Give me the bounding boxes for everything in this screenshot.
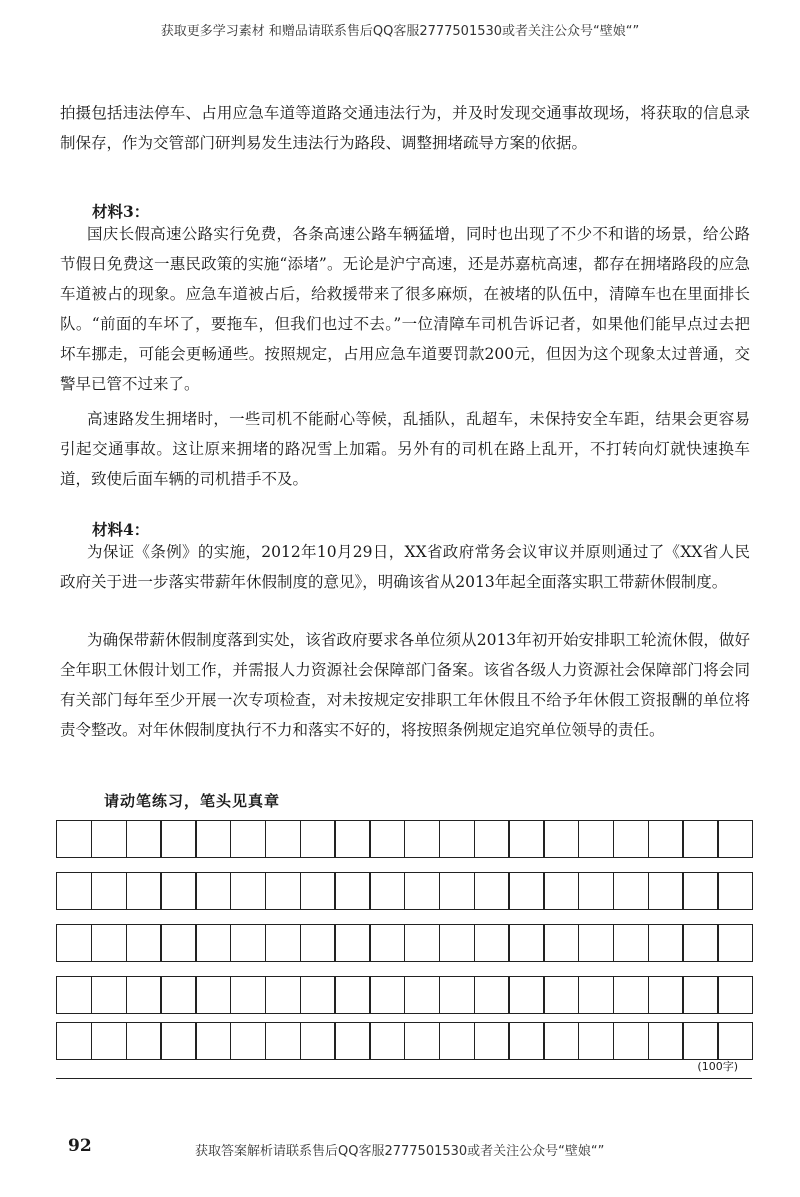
grid-cell[interactable] bbox=[91, 976, 127, 1014]
grid-cell[interactable] bbox=[334, 976, 370, 1014]
grid-cell[interactable] bbox=[300, 1022, 336, 1060]
grid-cell[interactable] bbox=[508, 924, 544, 962]
grid-cell[interactable] bbox=[230, 976, 266, 1014]
word-count-label: (100字) bbox=[697, 1060, 738, 1073]
grid-cell[interactable] bbox=[578, 924, 614, 962]
intro-paragraph: 拍摄包括违法停车、占用应急车道等道路交通违法行为，并及时发现交通事故现场，将获取的信息录制保存，作为交管部门研判易发生违法行为路段、调整拥堵疏导方案的依据。 bbox=[60, 104, 750, 152]
grid-cell[interactable] bbox=[369, 1022, 405, 1060]
grid-cell[interactable] bbox=[404, 872, 440, 910]
grid-cell[interactable] bbox=[682, 820, 718, 858]
page-footer: 获取答案解析请联系售后QQ客服2777501530或者关注公众号“壁娘“” bbox=[195, 1144, 605, 1159]
grid-cell[interactable] bbox=[543, 820, 579, 858]
grid-cell[interactable] bbox=[91, 872, 127, 910]
grid-cell[interactable] bbox=[404, 924, 440, 962]
grid-cell[interactable] bbox=[56, 820, 92, 858]
grid-cell[interactable] bbox=[195, 976, 231, 1014]
grid-cell[interactable] bbox=[91, 924, 127, 962]
grid-cell[interactable] bbox=[717, 976, 753, 1014]
grid-cell[interactable] bbox=[439, 1022, 475, 1060]
grid-cell[interactable] bbox=[160, 924, 196, 962]
material4-heading: 材料4： bbox=[92, 520, 150, 539]
grid-cell[interactable] bbox=[160, 820, 196, 858]
material3-heading: 材料3： bbox=[92, 202, 150, 221]
grid-cell[interactable] bbox=[300, 924, 336, 962]
grid-cell[interactable] bbox=[160, 976, 196, 1014]
grid-cell[interactable] bbox=[682, 924, 718, 962]
material4-paragraph-1: 为保证《条例》的实施，2012年10月29日，XX省政府常务会议审议并原则通过了《XX省人民政府关于进一步落实带薪年休假制度的意见》，明确该省从2013年起全面落实职工带薪休假制度。 bbox=[60, 543, 750, 591]
grid-cell[interactable] bbox=[717, 820, 753, 858]
grid-cell[interactable] bbox=[160, 1022, 196, 1060]
grid-cell[interactable] bbox=[230, 820, 266, 858]
grid-cell[interactable] bbox=[404, 1022, 440, 1060]
grid-cell[interactable] bbox=[56, 976, 92, 1014]
grid-cell[interactable] bbox=[230, 924, 266, 962]
grid-cell[interactable] bbox=[195, 820, 231, 858]
grid-cell[interactable] bbox=[613, 820, 649, 858]
practice-prompt: 请动笔练习，笔头见真章 bbox=[104, 792, 281, 810]
grid-cell[interactable] bbox=[543, 872, 579, 910]
grid-cell[interactable] bbox=[474, 924, 510, 962]
grid-cell[interactable] bbox=[717, 872, 753, 910]
grid-cell[interactable] bbox=[334, 872, 370, 910]
grid-row bbox=[56, 1022, 752, 1060]
grid-cell[interactable] bbox=[300, 820, 336, 858]
page-number: 92 bbox=[68, 1136, 92, 1156]
grid-row bbox=[56, 820, 752, 858]
grid-cell[interactable] bbox=[508, 1022, 544, 1060]
grid-cell[interactable] bbox=[439, 924, 475, 962]
grid-cell[interactable] bbox=[195, 1022, 231, 1060]
grid-cell[interactable] bbox=[369, 872, 405, 910]
grid-cell[interactable] bbox=[334, 1022, 370, 1060]
grid-cell[interactable] bbox=[613, 924, 649, 962]
material3-paragraph-2: 高速路发生拥堵时，一些司机不能耐心等候，乱插队，乱超车，未保持安全车距，结果会更容易引起交通事故。这让原来拥堵的路况雪上加霜。另外有的司机在路上乱开，不打转向灯就快速换车道，致使后面车辆的司机措手不及。 bbox=[60, 410, 750, 488]
grid-cell[interactable] bbox=[439, 872, 475, 910]
grid-cell[interactable] bbox=[474, 872, 510, 910]
grid-cell[interactable] bbox=[508, 872, 544, 910]
grid-cell[interactable] bbox=[126, 924, 162, 962]
grid-cell[interactable] bbox=[439, 820, 475, 858]
grid-cell[interactable] bbox=[265, 924, 301, 962]
grid-cell[interactable] bbox=[56, 924, 92, 962]
grid-cell[interactable] bbox=[648, 924, 684, 962]
grid-cell[interactable] bbox=[369, 820, 405, 858]
material4-paragraph-2: 为确保带薪休假制度落到实处，该省政府要求各单位须从2013年初开始安排职工轮流休假，做好全年职工休假计划工作，并需报人力资源社会保障部门备案。该省各级人力资源社会保障部门将会同有关部门每年至少开展一次专项检查，对未按规定安排职工年休假且不给予年休假工资报酬的单位将责令整改。对年休假制度执行不力和落实不好的，将按照条例规定追究单位领导的责任。 bbox=[60, 631, 750, 739]
grid-cell[interactable] bbox=[369, 976, 405, 1014]
grid-cell[interactable] bbox=[230, 872, 266, 910]
grid-cell[interactable] bbox=[543, 1022, 579, 1060]
grid-cell[interactable] bbox=[230, 1022, 266, 1060]
material3-paragraph-1: 国庆长假高速公路实行免费，各条高速公路车辆猛增，同时也出现了不少不和谐的场景，给公路节假日免费这一惠民政策的实施“添堵”。无论是沪宁高速，还是苏嘉杭高速，都存在拥堵路段的应急车道被占的现象。应急车道被占后，给救援带来了很多麻烦，在被堵的队伍中，清障车也在里面排长队。“前面的车坏了，要拖车，但我们也过不去。”一位清障车司机告诉记者，如果他们能早点过去把坏车挪走，可能会更畅通些。按照规定，占用应急车道要罚款200元，但因为这个现象太过普通，交警早已管不过来了。 bbox=[60, 225, 750, 393]
grid-cell[interactable] bbox=[404, 976, 440, 1014]
grid-cell[interactable] bbox=[578, 872, 614, 910]
grid-cell[interactable] bbox=[265, 872, 301, 910]
grid-cell[interactable] bbox=[648, 872, 684, 910]
grid-cell[interactable] bbox=[195, 924, 231, 962]
grid-cell[interactable] bbox=[474, 976, 510, 1014]
grid-cell[interactable] bbox=[265, 1022, 301, 1060]
grid-cell[interactable] bbox=[717, 924, 753, 962]
grid-cell[interactable] bbox=[300, 976, 336, 1014]
grid-cell[interactable] bbox=[369, 924, 405, 962]
grid-cell[interactable] bbox=[195, 872, 231, 910]
grid-cell[interactable] bbox=[578, 976, 614, 1014]
grid-cell[interactable] bbox=[126, 872, 162, 910]
grid-row bbox=[56, 976, 752, 1014]
grid-row bbox=[56, 924, 752, 962]
grid-cell[interactable] bbox=[126, 820, 162, 858]
grid-cell[interactable] bbox=[682, 872, 718, 910]
grid-cell[interactable] bbox=[265, 976, 301, 1014]
grid-cell[interactable] bbox=[648, 1022, 684, 1060]
grid-bottom-line bbox=[56, 1078, 752, 1079]
grid-cell[interactable] bbox=[56, 872, 92, 910]
grid-cell[interactable] bbox=[265, 820, 301, 858]
grid-cell[interactable] bbox=[543, 924, 579, 962]
grid-cell[interactable] bbox=[126, 976, 162, 1014]
grid-cell[interactable] bbox=[300, 872, 336, 910]
page-header: 获取更多学习素材 和赠品请联系售后QQ客服2777501530或者关注公众号“壁娘“” bbox=[160, 24, 640, 39]
grid-cell[interactable] bbox=[717, 1022, 753, 1060]
grid-cell[interactable] bbox=[404, 820, 440, 858]
grid-cell[interactable] bbox=[126, 1022, 162, 1060]
grid-cell[interactable] bbox=[160, 872, 196, 910]
grid-cell[interactable] bbox=[56, 1022, 92, 1060]
grid-cell[interactable] bbox=[578, 820, 614, 858]
grid-cell[interactable] bbox=[613, 976, 649, 1014]
grid-cell[interactable] bbox=[91, 820, 127, 858]
grid-cell[interactable] bbox=[682, 976, 718, 1014]
grid-cell[interactable] bbox=[682, 1022, 718, 1060]
grid-cell[interactable] bbox=[439, 976, 475, 1014]
grid-cell[interactable] bbox=[334, 820, 370, 858]
grid-cell[interactable] bbox=[474, 820, 510, 858]
grid-cell[interactable] bbox=[648, 976, 684, 1014]
grid-cell[interactable] bbox=[91, 1022, 127, 1060]
grid-cell[interactable] bbox=[508, 976, 544, 1014]
grid-cell[interactable] bbox=[474, 1022, 510, 1060]
grid-cell[interactable] bbox=[543, 976, 579, 1014]
grid-row bbox=[56, 872, 752, 910]
grid-cell[interactable] bbox=[334, 924, 370, 962]
grid-cell[interactable] bbox=[648, 820, 684, 858]
grid-cell[interactable] bbox=[613, 872, 649, 910]
grid-cell[interactable] bbox=[578, 1022, 614, 1060]
grid-cell[interactable] bbox=[508, 820, 544, 858]
grid-cell[interactable] bbox=[613, 1022, 649, 1060]
